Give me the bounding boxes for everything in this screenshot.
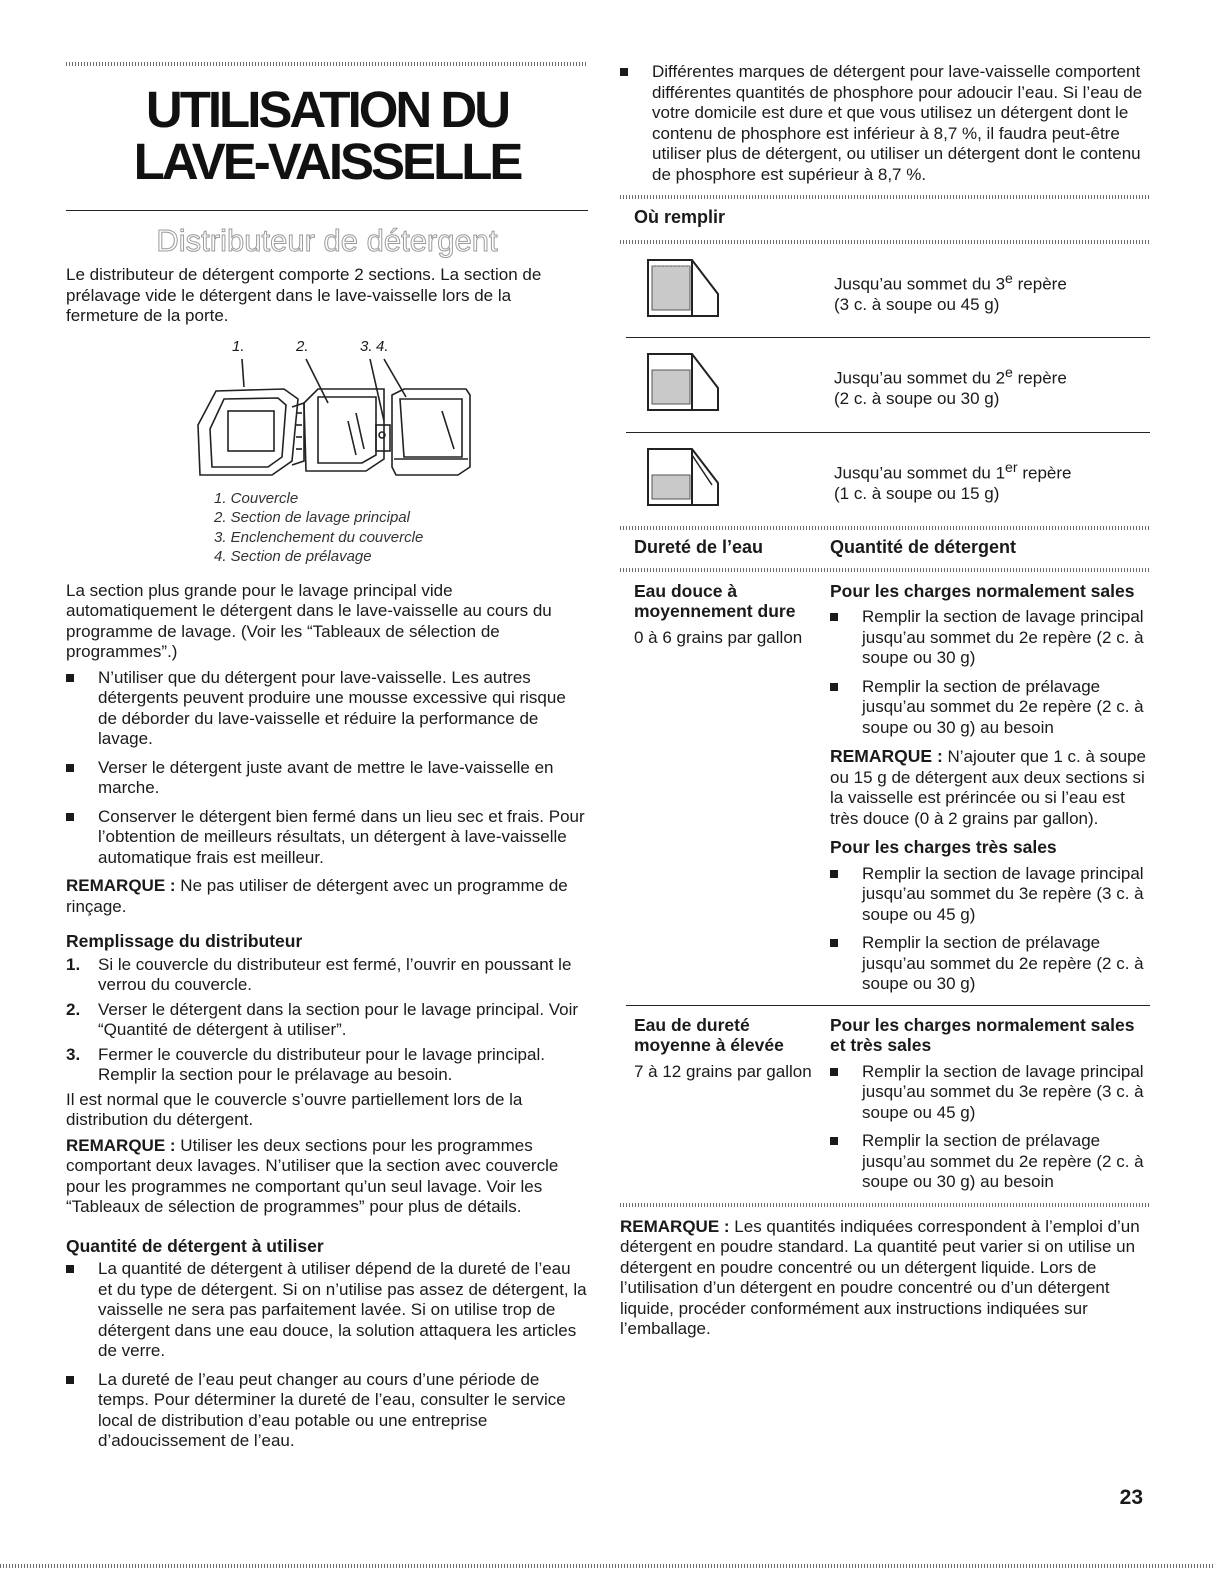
bullet-item: Remplir la section de lavage principal jusqu’au sommet du 3e repère (3 c. à soupe ou 45 g)	[830, 864, 1150, 926]
bullet-item: Remplir la section de prélavage jusqu’au sommet du 2e repère (2 c. à soupe ou 30 g) au besoin	[830, 677, 1150, 739]
left-column	[66, 62, 588, 1460]
caption-2: 2. Section de lavage principal	[214, 509, 410, 526]
figure-number-3: 3.	[360, 337, 373, 355]
hardness-title: Eau douce à moyennement dure	[634, 580, 796, 621]
page-title	[66, 66, 588, 210]
fill-level-row	[620, 338, 1150, 432]
fill-level-line: Jusqu’au sommet du 1er repère	[834, 459, 1072, 483]
final-remark	[620, 1217, 1150, 1340]
intro-paragraph: Le distributeur de détergent comporte 2 sections. La section de prélavage vide le détergent dans le lave-vaisselle lors de la fermeture de la porte.	[66, 265, 542, 325]
step-number: 1.	[66, 954, 81, 974]
step-text: Verser le détergent dans la section pour le lavage principal. Voir “Quantité de détergent à utiliser”.	[98, 999, 579, 1039]
title-line-2: LAVE-VAISSELLE	[133, 133, 521, 190]
normal-lid-paragraph: Il est normal que le couvercle s’ouvre partiellement lors de la distribution du détergent.	[66, 1089, 523, 1129]
cup-level-3-icon	[642, 256, 722, 320]
bullet-item: N’utiliser que du détergent pour lave-vaisselle. Les autres détergents peuvent produire une mousse excessive qui risque de déborder du lave-vaisselle et réduire la performance de lavage.	[66, 668, 588, 750]
header-quantity: Quantité de détergent	[830, 537, 1017, 557]
dispenser-drawing-icon	[66, 337, 588, 479]
load-type-title: Pour les charges normalement sales	[830, 580, 1135, 601]
fill-dispenser-heading: Remplissage du distributeur	[66, 931, 303, 951]
page-number: 23	[1119, 1486, 1143, 1509]
load-type-title: Pour les charges normalement sales et très sales	[830, 1014, 1135, 1055]
phosphate-bullet: Différentes marques de détergent pour lave-vaisselle comportent différentes quantités de phosphore pour adoucir l’eau. Si l’eau de votre domicile est dure et que vous utilisez un détergent dont le contenu de phosphore est inférieur à 8,7 %, il faudra peut-être utiliser plus de détergent, ou utiliser un détergent dont le contenu de phosphore est supérieur à 8,7 %.	[620, 62, 1150, 185]
fill-level-line: Jusqu’au sommet du 2e repère	[834, 365, 1067, 388]
remark-text: Ne pas utiliser de détergent avec un programme de rinçage.	[66, 876, 568, 916]
figure-number-1: 1.	[232, 337, 245, 355]
section-title: Distributeur de détergent	[156, 223, 498, 258]
cup-level-2-icon	[642, 350, 722, 414]
hardness-title: Eau de dureté moyenne à élevée	[634, 1014, 784, 1055]
step-item	[66, 1000, 588, 1041]
caption-1: 1. Couvercle	[214, 489, 299, 507]
bullet-item: Remplir la section de prélavage jusqu’au sommet du 2e repère (2 c. à soupe ou 30 g)	[830, 933, 1150, 995]
header-hardness: Dureté de l’eau	[634, 537, 764, 557]
dotted-rule	[620, 1203, 1150, 1207]
bullet-item: Remplir la section de lavage principal jusqu’au sommet du 3e repère (3 c. à soupe ou 45 g)	[830, 1062, 1150, 1124]
bullet-item: Verser le détergent juste avant de mettre le lave-vaisselle en marche.	[66, 758, 588, 799]
bullet-item: La dureté de l’eau peut changer au cours d’une période de temps. Pour déterminer la dureté de l’eau, consulter le service local de distribution d’eau potable ou une entreprise d’adoucissement de l’eau.	[66, 1370, 588, 1452]
figure-number-2: 2.	[296, 337, 309, 355]
figure-captions	[66, 489, 588, 567]
step-number: 3.	[66, 1044, 81, 1064]
remark-text: Utiliser les deux sections pour les programmes comportant deux lavages. N’utiliser que la section avec couvercle pour les programmes ne comportant qu’un seul lavage. Voir les “Tableaux de sélection de programmes” pour plus de détails.	[66, 1135, 559, 1216]
fill-level-row	[620, 433, 1150, 527]
dotted-rule	[620, 195, 1150, 199]
remark-text: N’ajouter que 1 c. à soupe ou 15 g de détergent aux deux sections si la vaisselle est prérincée ou si l’eau est très douce (0 à 2 grains par gallon).	[830, 747, 1146, 828]
remark-label: REMARQUE :	[66, 1135, 176, 1155]
dispenser-illustration	[66, 337, 588, 479]
table-row	[620, 572, 1150, 1005]
remark-label: REMARQUE :	[66, 876, 176, 895]
fill-level-line: Jusqu’au sommet du 3e repère	[834, 270, 1067, 294]
remark-rinse	[66, 876, 588, 917]
hardness-table-header	[620, 530, 1150, 568]
fill-level-amount: (2 c. à soupe ou 30 g)	[834, 389, 1000, 409]
remark-text: Les quantités indiquées correspondent à l’emploi d’un détergent en poudre standard. La quantité peut varier si on utilise un détergent en poudre concentré ou un détergent liquide. Lors de l’utilisation d’un détergent en poudre concentré ou d’un détergent liquide, procéder conformément aux instructions indiquées sur l’emballage.	[620, 1216, 1140, 1338]
step-item	[66, 955, 588, 996]
fill-level-amount: (3 c. à soupe ou 45 g)	[834, 294, 1000, 314]
bullet-item: La quantité de détergent à utiliser dépend de la dureté de l’eau et du type de détergent. Si on n’utilise pas assez de détergent, la vaisselle ne sera pas parfaitement lavée. Si on utilise trop de détergent dans une eau douce, la solution attaquera les articles de verre.	[66, 1259, 588, 1362]
caption-4: 4. Section de prélavage	[214, 548, 372, 565]
quantity-heading: Quantité de détergent à utiliser	[66, 1235, 324, 1256]
figure-number-4: 4.	[376, 337, 389, 355]
hardness-value: 0 à 6 grains par gallon	[634, 627, 803, 647]
remark-two-washes	[66, 1136, 588, 1218]
step-number: 2.	[66, 999, 81, 1019]
title-line-1: UTILISATION DU	[145, 81, 509, 138]
bullet-item: Remplir la section de prélavage jusqu’au sommet du 2e repère (2 c. à soupe ou 30 g) au besoin	[830, 1131, 1150, 1193]
bullet-item: Conserver le détergent bien fermé dans un lieu sec et frais. Pour l’obtention de meilleurs résultats, un détergent à lave-vaisselle automatique frais est meilleur.	[66, 807, 588, 869]
load-type-title: Pour les charges très sales	[830, 837, 1057, 857]
step-text: Si le couvercle du distributeur est fermé, l’ouvrir en poussant le verrou du couvercle.	[98, 954, 572, 994]
table-row	[620, 1006, 1150, 1203]
bullet-item: Remplir la section de lavage principal jusqu’au sommet du 2e repère (2 c. à soupe ou 30 g)	[830, 607, 1150, 669]
remark-label: REMARQUE :	[620, 1216, 730, 1236]
fill-level-row	[620, 244, 1150, 338]
cup-level-1-icon	[642, 445, 722, 509]
fill-level-amount: (1 c. à soupe ou 15 g)	[834, 483, 1000, 503]
step-text: Fermer le couvercle du distributeur pour le lavage principal. Remplir la section pour le prélavage au besoin.	[98, 1044, 545, 1084]
bottom-dotted-rule	[0, 1564, 1213, 1568]
remark-prerinsed	[830, 746, 1150, 829]
main-wash-paragraph: La section plus grande pour le lavage principal vide automatiquement le détergent dans le lave-vaisselle au cours du programme de lavage. (Voir les “Tableaux de sélection de programmes”.)	[66, 580, 552, 661]
where-fill-heading: Où remplir	[634, 207, 726, 227]
hardness-value: 7 à 12 grains par gallon	[634, 1061, 812, 1081]
right-column	[620, 62, 1150, 1345]
caption-3: 3. Enclenchement du couvercle	[214, 528, 424, 546]
remark-label: REMARQUE :	[830, 746, 943, 766]
step-item	[66, 1045, 588, 1086]
